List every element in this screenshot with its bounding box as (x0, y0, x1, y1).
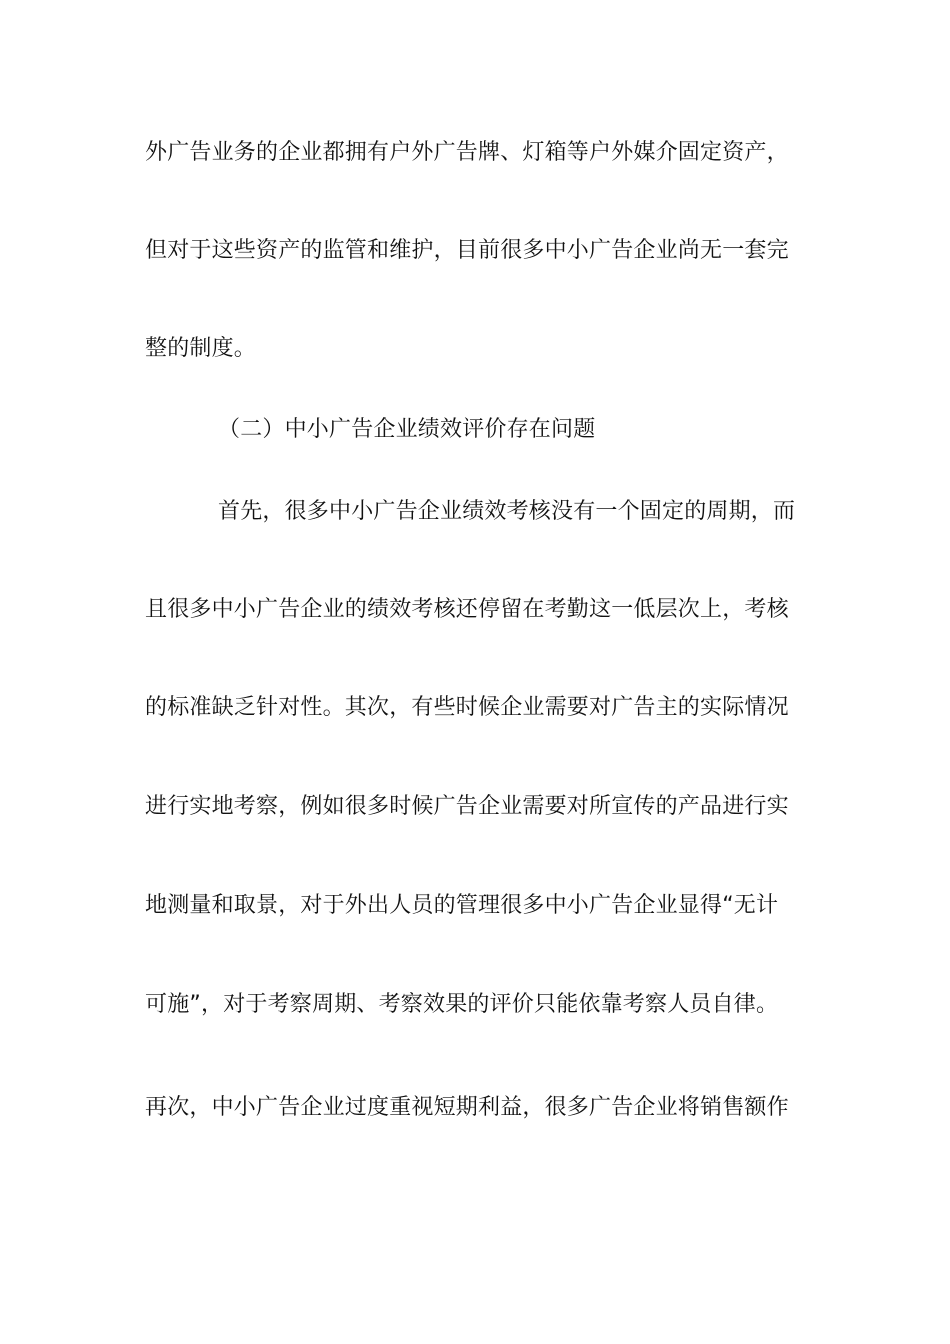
paragraph-line: 地测量和取景，对于外出人员的管理很多中小广告企业显得“无计 (145, 893, 779, 918)
paragraph-line: 进行实地考察，例如很多时候广告企业需要对所宣传的产品进行实 (145, 794, 789, 819)
paragraph-line: 可施”，对于考察周期、考察效果的评价只能依靠考察人员自律。 (145, 992, 779, 1017)
paragraph-line: 的标准缺乏针对性。其次，有些时候企业需要对广告主的实际情况 (145, 695, 789, 720)
section-heading: （二）中小广告企业绩效评价存在问题 (218, 417, 596, 442)
paragraph-line: 但对于这些资产的监管和维护，目前很多中小广告企业尚无一套完 (145, 238, 789, 263)
paragraph-line: 再次，中小广告企业过度重视短期利益，很多广告企业将销售额作 (145, 1095, 789, 1120)
paragraph-line: 整的制度。 (145, 336, 257, 361)
paragraph-line: 首先，很多中小广告企业绩效考核没有一个固定的周期，而 (218, 499, 796, 524)
paragraph-line: 且很多中小广告企业的绩效考核还停留在考勤这一低层次上，考核 (145, 597, 789, 622)
paragraph-line: 外广告业务的企业都拥有户外广告牌、灯箱等户外媒介固定资产， (145, 140, 789, 165)
